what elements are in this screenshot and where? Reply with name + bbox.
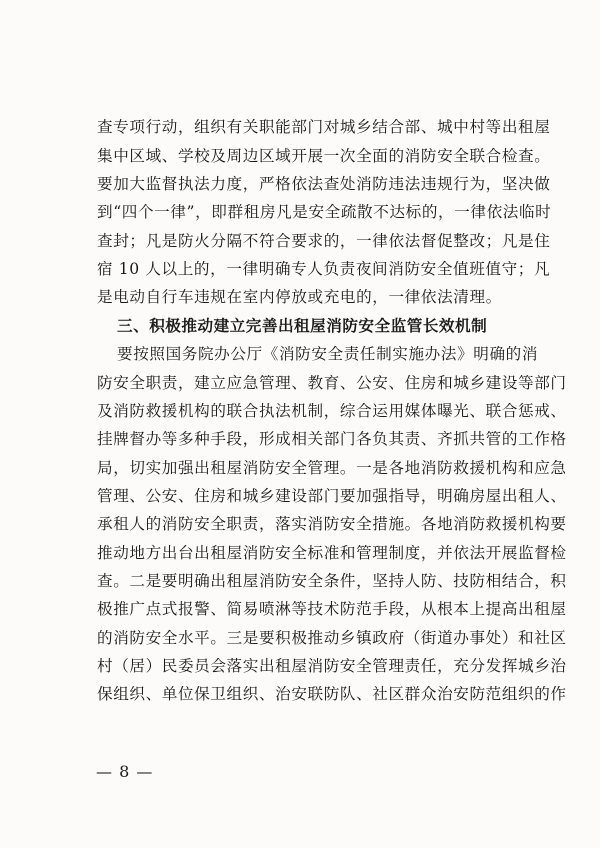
body-line-9: 要按照国务院办公厅《消防安全责任制实施办法》明确的消: [117, 345, 539, 363]
body-line-20: 村（居）民委员会落实出租屋消防安全管理责任，充分发挥城乡治: [97, 657, 567, 675]
body-line-2: 集中区域、学校及周边区域开展一次全面的消防安全联合检查。: [97, 147, 551, 165]
body-line-4: 到“四个一律”，即群租房凡是安全疏散不达标的，一律依法临时: [97, 203, 552, 221]
body-line-19: 的消防安全水平。三是要积极推动乡镇政府（街道办事处）和社区: [97, 629, 567, 647]
body-line-10: 防安全职责，建立应急管理、教育、公安、住房和城乡建设等部门: [97, 374, 567, 392]
body-line-14: 管理、公安、住房和城乡建设部门要加强指导，明确房屋出租人、: [97, 487, 567, 505]
body-line-12: 挂牌督办等多种手段，形成相关部门各负其责、齐抓共管的工作格: [97, 430, 567, 448]
body-line-1: 查专项行动，组织有关职能部门对城乡结合部、城中村等出租屋: [97, 118, 551, 136]
body-line-16: 推动地方出台出租屋消防安全标准和管理制度，并依法开展监督检: [97, 544, 567, 562]
body-line-21: 保组织、单位保卫组织、治安联防队、社区群众治安防范组织的作: [97, 685, 567, 703]
body-line-18: 极推广点式报警、简易喷淋等技术防范手段，从根本上提高出租屋: [97, 600, 567, 618]
body-line-11: 及消防救援机构的联合执法机制，综合运用媒体曝光、联合惩戒、: [97, 402, 567, 420]
section-heading: 三、积极推动建立完善出租屋消防安全监管长效机制: [117, 316, 488, 335]
body-line-5: 查封；凡是防火分隔不符合要求的，一律依法督促整改；凡是住: [97, 232, 551, 250]
body-line-3: 要加大监督执法力度，严格依法查处消防违法违规行为，坚决做: [97, 175, 551, 193]
body-line-7: 是电动自行车违规在室内停放或充电的，一律依法清理。: [97, 288, 502, 306]
body-line-15: 承租人的消防安全职责，落实消防安全措施。各地消防救援机构要: [97, 515, 567, 533]
page-number: — 8 —: [96, 762, 154, 781]
body-line-13: 局，切实加强出租屋消防安全管理。一是各地消防救援机构和应急: [97, 459, 567, 477]
body-line-17: 查。二是要明确出租屋消防安全条件，坚持人防、技防相结合，积: [97, 572, 567, 590]
body-line-6: 宿 10 人以上的，一律明确专人负责夜间消防安全值班值守；凡: [97, 260, 551, 278]
